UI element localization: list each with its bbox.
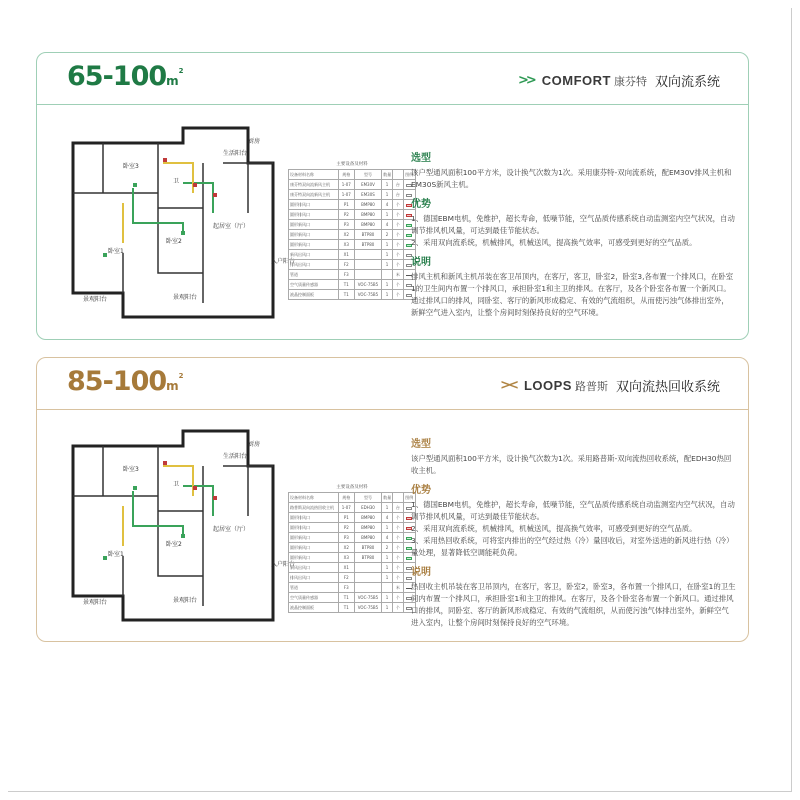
legend-cell: F3 <box>338 583 355 593</box>
section-paragraph: 1、德国EBM电机，免维护，超长寿命，低噪节能，空气品质传感系统自动监测室内空气状况，自动调节排风机风量，可达到最佳节能状态。 <box>411 500 735 521</box>
legend-cell: 空气质量传感器 <box>289 280 339 290</box>
plan-label-bath: 卫 <box>173 178 180 185</box>
legend-cell: 圆形排风口 <box>289 200 339 210</box>
legend-cell: 个 <box>393 200 403 210</box>
legend-cell: 圆形新风口 <box>289 533 339 543</box>
legend-row <box>289 250 416 260</box>
section-heading: 说明 <box>411 257 431 268</box>
legend-cell: 个 <box>393 290 403 300</box>
area-number: 85-100 <box>67 366 167 397</box>
legend-cell: P3 <box>338 220 355 230</box>
card-header <box>37 53 748 105</box>
legend-row <box>289 200 416 210</box>
area-number: 65-100 <box>67 61 167 92</box>
legend-cell: 个 <box>393 553 403 563</box>
legend-cell: BMP80 <box>355 533 382 543</box>
plan-label-kitchen: 厨房 <box>248 138 261 145</box>
legend-cell: 1 <box>381 603 392 613</box>
legend-cell: 个 <box>393 240 403 250</box>
legend-cell: VOC-75B5 <box>355 593 382 603</box>
legend-cell <box>355 260 382 270</box>
legend-cell: F2 <box>338 573 355 583</box>
legend-cell: 1-07 <box>338 180 355 190</box>
legend-cell: X1 <box>338 250 355 260</box>
brand-cn: 康芬特 <box>613 74 647 88</box>
legend-cell: 1 <box>381 180 392 190</box>
legend-cell: 1 <box>381 290 392 300</box>
legend-cell: BMP80 <box>355 220 382 230</box>
description <box>411 431 736 629</box>
plan-label-bedroom1: 卧室1 <box>108 248 124 255</box>
legend-cell: 圆形排风口 <box>289 523 339 533</box>
legend-cell: 圆形新风口 <box>289 543 339 553</box>
legend-cell: 康芬特双向流新风主机 <box>289 180 339 190</box>
area-unit: m <box>166 379 179 393</box>
legend-cell <box>393 493 403 503</box>
plan-label-living: 起居室（厅） <box>213 223 250 230</box>
legend-row <box>289 503 416 513</box>
legend-cell: 1 <box>381 573 392 583</box>
legend-cell: 个 <box>393 593 403 603</box>
legend-cell: 台 <box>393 190 403 200</box>
plan-label-bedroom2: 卧室2 <box>166 238 182 245</box>
legend-row <box>289 493 416 503</box>
legend-cell: BMP80 <box>355 200 382 210</box>
legend-row <box>289 270 416 280</box>
plan-label-view-balcony: 景观阳台 <box>173 294 198 301</box>
legend-cell: 新风出风口 <box>289 563 339 573</box>
legend-cell: 1 <box>381 523 392 533</box>
legend-cell: 1 <box>381 593 392 603</box>
legend-cell: 4 <box>381 200 392 210</box>
legend-cell: BMP80 <box>355 513 382 523</box>
legend-row <box>289 260 416 270</box>
section-paragraph: 1、德国EBM电机，免维护，超长寿命，低噪节能，空气品质传感系统自动监测室内空气状况，自动调节排风机风量，可达到最佳节能状态。 <box>411 214 735 235</box>
legend-cell <box>355 583 382 593</box>
legend-table <box>288 492 416 613</box>
legend-row <box>289 210 416 220</box>
legend-cell: 管道 <box>289 583 339 593</box>
legend-cell: 设备材料名称 <box>289 493 339 503</box>
legend-cell: BTP80 <box>355 543 382 553</box>
legend-cell: 个 <box>393 230 403 240</box>
legend-cell: 液晶控制面板 <box>289 290 339 300</box>
area-unit: m <box>166 74 179 88</box>
section-paragraph: 该户型通风面积100平方米，设计换气次数为1次。采用路普斯-双向流热回收系统，配EDH30热回收主机。 <box>411 454 732 475</box>
legend-cell <box>355 573 382 583</box>
legend-cell: 圆形新风口 <box>289 230 339 240</box>
section-paragraph: 3、采用热回收系统，可将室内排出的空气经过热（冷）量回收后，对室外送进的新风进行热（冷）量处理，显著降低空调能耗负荷。 <box>411 536 734 557</box>
legend-cell: X2 <box>338 230 355 240</box>
legend-cell: 1 <box>381 250 392 260</box>
legend-title: 主要设备及材料 <box>336 485 368 490</box>
section-heading: 说明 <box>411 567 431 578</box>
legend-row <box>289 593 416 603</box>
legend-row <box>289 603 416 613</box>
legend-cell: 个 <box>393 573 403 583</box>
brand-cn: 路普斯 <box>574 379 608 393</box>
legend-row <box>289 553 416 563</box>
legend-cell: 数量 <box>381 170 392 180</box>
legend-cell: 个 <box>393 210 403 220</box>
legend-cell: BTP80 <box>355 230 382 240</box>
legend-cell: P3 <box>338 533 355 543</box>
plan-label-view-balcony: 景观阳台 <box>173 597 198 604</box>
legend-row <box>289 573 416 583</box>
legend-cell: 个 <box>393 513 403 523</box>
equipment-legend <box>288 484 416 613</box>
legend-cell: 规格 <box>338 493 355 503</box>
area-unit-sup: 2 <box>178 372 183 380</box>
legend-cell: 1-07 <box>338 190 355 200</box>
section-paragraph: 排风主机和新风主机吊装在客卫吊顶内，在客厅，客卫，卧室2，卧室3,各布置一个排风口，在卧室1的卫生间内布置一个排风口，承担卧室1和主卫的排风。在客厅，及各个卧室各布置一个新风口。通过排风口的排风，同卧室、客厅的新风形成稳定、有效的气流组织，从而使污浊气体排出室外，新鲜空气进入室内，让整个房间时刻保持良好的空气环境。 <box>411 272 734 317</box>
legend-row <box>289 190 416 200</box>
legend-cell: 个 <box>393 260 403 270</box>
section-heading: 选型 <box>411 439 431 450</box>
legend-cell: 图例 <box>403 493 415 503</box>
legend-cell: 数量 <box>381 493 392 503</box>
system-name: 双向流系统 <box>654 75 720 90</box>
legend-cell: 1-07 <box>338 503 355 513</box>
card-header <box>37 358 748 410</box>
legend-cell: P1 <box>338 513 355 523</box>
legend-cell: T1 <box>338 603 355 613</box>
plan-label-bedroom3: 卧室3 <box>123 163 139 170</box>
legend-cell: 排风出风口 <box>289 260 339 270</box>
legend-cell: 图例 <box>403 170 415 180</box>
legend-cell: EDH30 <box>355 503 382 513</box>
legend-cell: EM30V <box>355 180 382 190</box>
legend-cell: 米 <box>393 583 403 593</box>
legend-cell: 规格 <box>338 170 355 180</box>
legend-cell: BTP80 <box>355 553 382 563</box>
legend-cell: 个 <box>393 603 403 613</box>
legend-cell: X1 <box>338 563 355 573</box>
legend-row <box>289 523 416 533</box>
legend-cell: 圆形新风口 <box>289 553 339 563</box>
legend-row <box>289 583 416 593</box>
comfort-card <box>36 52 749 340</box>
section-paragraph: 2、采用双向流系统，机械排风，机械送风，提高换气效率，可感受到更好的空气品质。 <box>411 524 697 533</box>
legend-cell: 型号 <box>355 493 382 503</box>
legend-cell: 2 <box>381 543 392 553</box>
legend-cell <box>381 583 392 593</box>
legend-cell <box>355 270 382 280</box>
legend-cell: 4 <box>381 220 392 230</box>
plan-label-bedroom2: 卧室2 <box>166 541 182 548</box>
brand-en: COMFORT <box>541 73 611 88</box>
legend-cell: BMP80 <box>355 210 382 220</box>
legend-cell: 圆形新风口 <box>289 240 339 250</box>
legend-cell: VOC-75B5 <box>355 603 382 613</box>
legend-cell: VOC-75B5 <box>355 280 382 290</box>
legend-cell: VOC-75B5 <box>355 290 382 300</box>
area-range <box>67 366 183 397</box>
plan-label-view-balcony-2: 景观阳台 <box>83 599 108 606</box>
legend-cell: 米 <box>393 270 403 280</box>
legend-cell: 个 <box>393 543 403 553</box>
legend-cell: 康芬特双向流新风主机 <box>289 190 339 200</box>
legend-row <box>289 230 416 240</box>
legend-row <box>289 170 416 180</box>
legend-cell: 个 <box>393 250 403 260</box>
plan-label-kitchen: 厨房 <box>248 441 261 448</box>
legend-cell: 设备材料名称 <box>289 170 339 180</box>
legend-cell: 圆形排风口 <box>289 210 339 220</box>
legend-row <box>289 180 416 190</box>
legend-cell: 台 <box>393 503 403 513</box>
area-unit-sup: 2 <box>178 67 183 75</box>
legend-cell: 1 <box>381 240 392 250</box>
plan-label-bath: 卫 <box>173 481 180 488</box>
legend-cell: 1 <box>381 280 392 290</box>
legend-row <box>289 290 416 300</box>
legend-cell: 排风出风口 <box>289 573 339 583</box>
legend-cell: 新风出风口 <box>289 250 339 260</box>
legend-cell: 2 <box>381 230 392 240</box>
section-heading: 选型 <box>411 153 431 164</box>
legend-cell: X3 <box>338 553 355 563</box>
legend-cell <box>393 170 403 180</box>
legend-cell: BMP80 <box>355 523 382 533</box>
legend-row <box>289 533 416 543</box>
legend-cell: P2 <box>338 523 355 533</box>
legend-cell: 4 <box>381 533 392 543</box>
plan-label-living: 起居室（厅） <box>213 526 250 533</box>
legend-cell: 个 <box>393 220 403 230</box>
equipment-legend <box>288 161 416 300</box>
section-paragraph: 该户型通风面积100平方米，设计换气次数为1次。采用康芬特-双向流系统，配EM30V排风主机和EM30S新风主机。 <box>411 168 732 189</box>
legend-cell: P2 <box>338 210 355 220</box>
legend-title: 主要设备及材料 <box>336 162 368 167</box>
brand <box>518 71 720 90</box>
section-heading: 优势 <box>411 199 431 210</box>
legend-cell: 个 <box>393 563 403 573</box>
plan-label-bedroom1: 卧室1 <box>108 551 124 558</box>
legend-cell: EM30S <box>355 190 382 200</box>
legend-cell: T1 <box>338 280 355 290</box>
legend-cell: 型号 <box>355 170 382 180</box>
legend-cell: 空气质量传感器 <box>289 593 339 603</box>
legend-cell: T1 <box>338 593 355 603</box>
legend-row <box>289 513 416 523</box>
cross-chevron-icon: >< <box>500 378 516 393</box>
description <box>411 145 736 319</box>
legend-cell: 个 <box>393 523 403 533</box>
system-name: 双向流热回收系统 <box>615 380 720 395</box>
legend-cell: 个 <box>393 533 403 543</box>
brand-en: LOOPS <box>523 378 572 393</box>
legend-cell: 1 <box>381 563 392 573</box>
legend-row <box>289 220 416 230</box>
legend-cell: 圆形新风口 <box>289 220 339 230</box>
legend-cell: T1 <box>338 290 355 300</box>
legend-cell <box>355 250 382 260</box>
legend-cell <box>355 563 382 573</box>
plan-label-living-balcony: 生活阳台 <box>223 453 248 460</box>
legend-cell: 路普斯双向流热回收主机 <box>289 503 339 513</box>
legend-cell: 个 <box>393 280 403 290</box>
brand <box>500 376 720 395</box>
plan-label-view-balcony-2: 景观阳台 <box>83 296 108 303</box>
plan-label-bedroom3: 卧室3 <box>123 466 139 473</box>
legend-cell: 圆形排风口 <box>289 513 339 523</box>
legend-cell: X2 <box>338 543 355 553</box>
legend-cell: 1 <box>381 260 392 270</box>
legend-cell: 管道 <box>289 270 339 280</box>
legend-cell: 台 <box>393 180 403 190</box>
plan-label-entry-balcony: 入户阳台 <box>271 258 296 265</box>
legend-cell <box>381 270 392 280</box>
area-range <box>67 61 183 92</box>
plan-label-entry-balcony: 入户阳台 <box>271 561 296 568</box>
legend-cell: 1 <box>381 503 392 513</box>
legend-row <box>289 563 416 573</box>
legend-cell: X3 <box>338 240 355 250</box>
legend-cell: P1 <box>338 200 355 210</box>
legend-cell: 1 <box>381 210 392 220</box>
chevron-right-icon: >> <box>517 73 534 88</box>
legend-cell: 4 <box>381 513 392 523</box>
legend-row <box>289 280 416 290</box>
legend-cell: BTP80 <box>355 240 382 250</box>
section-heading: 优势 <box>411 485 431 496</box>
legend-cell: 1 <box>381 553 392 563</box>
plan-label-living-balcony: 生活阳台 <box>223 150 248 157</box>
legend-cell: F3 <box>338 270 355 280</box>
section-paragraph: 2、采用双向流系统，机械排风，机械送风，提高换气效率，可感受到更好的空气品质。 <box>411 238 697 247</box>
legend-cell: 1 <box>381 190 392 200</box>
legend-table <box>288 169 416 300</box>
legend-cell: F2 <box>338 260 355 270</box>
loops-card <box>36 357 749 642</box>
legend-cell: 液晶控制面板 <box>289 603 339 613</box>
legend-row <box>289 240 416 250</box>
legend-row <box>289 543 416 553</box>
section-paragraph: 热回收主机吊装在客卫吊顶内，在客厅，客卫，卧室2，卧室3，各布置一个排风口，在卧室1的卫生间内布置一个排风口，承担卧室1和主卫的排风。在客厅，及各个卧室各布置一个新风口。通过排风口的排风，同卧室、客厅的新风形成稳定、有效的气流组织，从而使污浊气体排出室外，新鲜空气进入室内，让整个房间时刻保持良好的空气环境。 <box>411 582 736 627</box>
